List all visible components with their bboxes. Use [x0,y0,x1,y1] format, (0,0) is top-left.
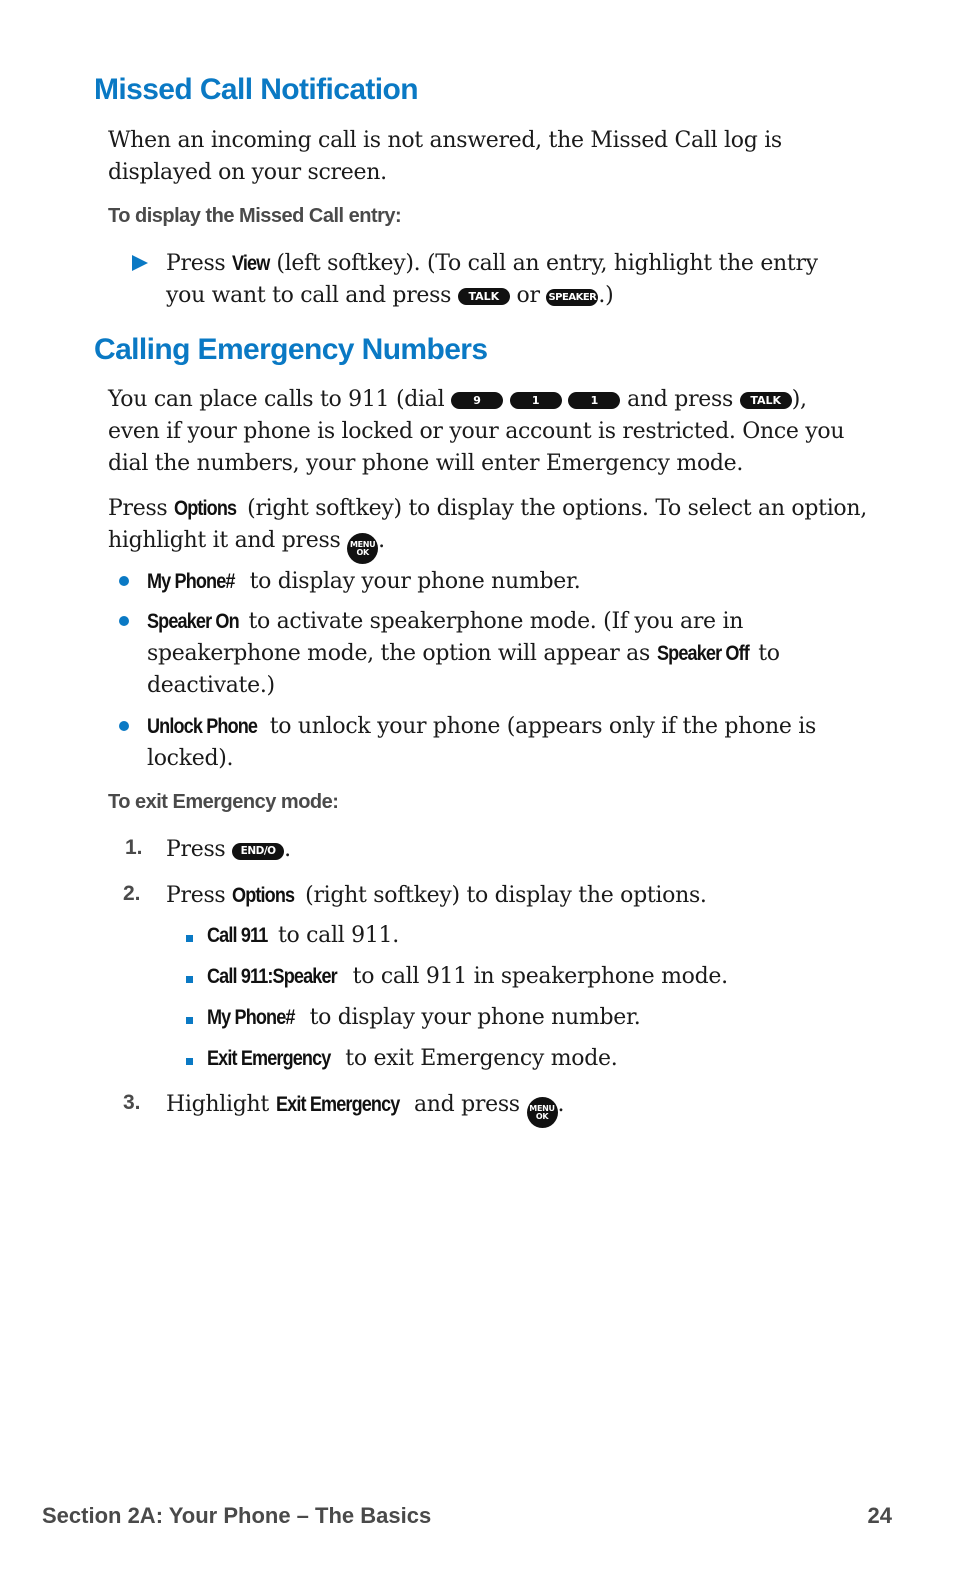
emergency-intro-line2: even if your phone is locked or your account is restricted. Once you [108,419,845,444]
step-text: (right softkey) to display the options. [305,883,707,908]
bullet-line2-text: speakerphone mode, the option will appear as [147,641,650,666]
bullet-text: to unlock your phone (appears only if the phone is [269,714,816,739]
bullet-unlock-phone [147,711,816,775]
menu-ok-key-icon: MENU OK [347,533,378,564]
sub-bullet-text: to exit Emergency mode. [345,1046,618,1071]
bullet-line2-end: to [758,641,780,666]
exit-emergency-subheading: To exit Emergency mode: [108,791,339,813]
footer-page-number: 24 [867,1503,892,1528]
emergency-heading: Calling Emergency Numbers [94,333,488,366]
key-9-icon: 9 [451,392,503,409]
missed-call-step [166,248,818,312]
sub-bullet-call-911 [207,920,399,952]
bullet-dot-icon [119,721,129,731]
intro-line-2: displayed on your screen. [108,160,387,185]
sub-bullet-exit-emergency [207,1043,617,1075]
close-paren-text: ), [791,387,807,412]
view-keyword: View [232,252,270,275]
intro-line-1: When an incoming call is not answered, the Missed Call log is [108,128,782,153]
talk-key-icon: TALK [458,288,510,305]
step-1 [166,834,291,866]
bullet-line3-text: deactivate.) [147,673,275,698]
arrow-bullet-icon [132,255,148,271]
emergency-intro [108,384,868,480]
footer-section-title: Section 2A: Your Phone – The Basics [42,1503,432,1528]
sub-bullet-text: to display your phone number. [309,1005,641,1030]
bullet-dot-icon [119,616,129,626]
bullet-speaker-on [147,606,780,702]
square-bullet-icon [186,976,193,983]
period-text: . [557,1092,565,1117]
emergency-intro-start: You can place calls to 911 (dial [108,387,445,412]
step-press-text: Press [166,251,226,276]
key-1-icon: 1 [510,392,562,409]
missed-call-heading: Missed Call Notification [94,73,418,106]
bullet-text: to display your phone number. [249,569,581,594]
or-text: or [516,283,540,308]
speaker-on-keyword: Speaker On [147,610,239,633]
press-text: Press [166,883,226,908]
step-number: 3. [123,1091,141,1114]
speaker-key-icon: SPEAKER [546,289,598,306]
period-text: . [378,528,385,553]
call-911-keyword: Call 911 [207,924,268,947]
my-phone-keyword: My Phone# [147,570,235,593]
highlight-text: Highlight [166,1092,269,1117]
call-911-speaker-keyword: Call 911:Speaker [207,965,337,988]
options-paragraph [108,493,867,564]
step-text: and press [413,1092,520,1117]
sub-bullet-text: to call 911 in speakerphone mode. [352,964,728,989]
end-key-icon: END/O [232,843,284,860]
step-number: 2. [123,882,141,905]
step-number: 1. [125,836,143,859]
bullet-line2-text: locked). [147,746,234,771]
bullet-text: to activate speakerphone mode. (If you are in [248,609,744,634]
unlock-phone-keyword: Unlock Phone [147,715,258,738]
step-line2-text: you want to call and press [166,283,452,308]
period-text: . [284,837,291,862]
speaker-off-keyword: Speaker Off [656,642,749,665]
square-bullet-icon [186,1017,193,1024]
exit-emergency-keyword: Exit Emergency [275,1093,400,1116]
options-keyword: Options [232,884,295,907]
sub-bullet-call-911-speaker [207,961,728,993]
my-phone-keyword: My Phone# [207,1006,295,1029]
and-press-text: and press [627,387,733,412]
exit-emergency-keyword: Exit Emergency [207,1047,331,1070]
menu-ok-key-icon: MENU OK [527,1097,558,1128]
missed-call-subheading: To display the Missed Call entry: [108,205,402,227]
emergency-intro-line3: dial the numbers, your phone will enter Emergency mode. [108,451,744,476]
missed-call-intro [108,125,782,189]
bullet-dot-icon [119,576,129,586]
square-bullet-icon [186,1058,193,1065]
step-2 [166,880,707,912]
sub-bullet-my-phone [207,1002,640,1034]
square-bullet-icon [186,935,193,942]
step-rest-text: (left softkey). (To call an entry, highlight the entry [276,251,818,276]
press-text: Press [108,496,168,521]
bullet-my-phone [147,566,580,598]
step-end-text: .) [598,283,614,308]
sub-bullet-text: to call 911. [277,923,399,948]
options-line2-text: highlight it and press [108,528,341,553]
key-1-icon: 1 [568,392,620,409]
options-rest-text: (right softkey) to display the options. To select an option, [247,496,867,521]
options-keyword: Options [174,497,237,520]
step-3 [166,1089,564,1128]
talk-key-icon: TALK [740,392,792,409]
press-text: Press [166,837,226,862]
